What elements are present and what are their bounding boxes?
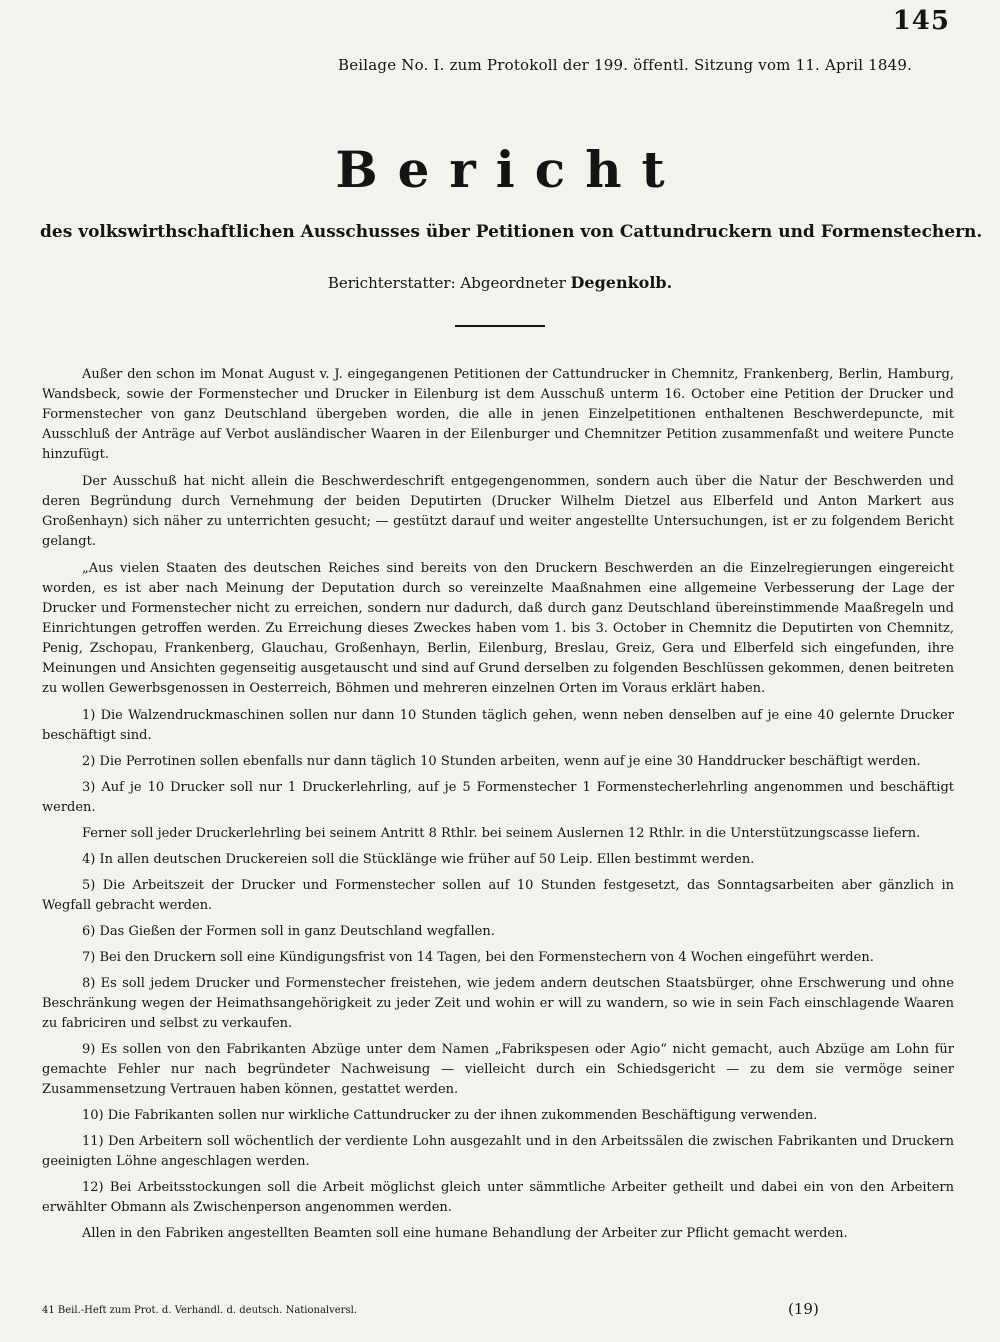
reporter-name: Degenkolb. (570, 273, 673, 292)
resolution-item: 2) Die Perrotinen sollen ebenfalls nur dann täglich 10 Stunden arbeiten, wenn auf je eine 30 Handdrucker beschäftigt werden. (82, 754, 921, 769)
resolution-item: 3) Auf je 10 Drucker soll nur 1 Druckerlehrling, auf je 5 Formenstecher 1 Formenstecherlehrling angenommen und beschäftigt werden. (42, 780, 954, 815)
resolution-item: 5) Die Arbeitszeit der Drucker und Formenstecher sollen auf 10 Stunden festgesetzt, das Sonntagsarbeiten aber gänzlich in Wegfall gebracht werden. (42, 878, 954, 913)
resolution-item: Ferner soll jeder Druckerlehrling bei seinem Antritt 8 Rthlr. bei seinem Auslernen 12 Rthlr. in die Unterstützungscasse liefern. (82, 826, 921, 841)
resolution-item: 11) Den Arbeitern soll wöchentlich der verdiente Lohn ausgezahlt und in den Arbeitssälen die zwischen Fabrikanten und Druckern geeinigten Löhne angeschlagen werden. (42, 1134, 954, 1169)
resolution-item: 1) Die Walzendruckmaschinen sollen nur dann 10 Stunden täglich gehen, wenn neben denselben auf je eine 40 gelernte Drucker beschäftigt sind. (42, 708, 954, 743)
resolution-item: 6) Das Gießen der Formen soll in ganz Deutschland wegfallen. (82, 924, 495, 939)
footer-note: 41 Beil.-Heft zum Prot. d. Verhandl. d. deutsch. Nationalversl. (42, 1305, 357, 1316)
resolution-item: 10) Die Fabrikanten sollen nur wirkliche Cattundrucker zu der ihnen zukommenden Beschäftigung verwenden. (82, 1108, 818, 1123)
report-body (42, 365, 954, 1250)
page-title: Bericht (335, 140, 685, 199)
resolution-item: 9) Es sollen von den Fabrikanten Abzüge unter dem Namen „Fabrikspesen oder Agio“ nicht gemacht, auch Abzüge am Lohn für gemachte Fehler nur nach begründeter Nachweisung — vielleicht durch ein Schiedsgericht — zu dem sie vermöge seiner Zusammensetzung Vertrauen haben können, gestattet werden. (42, 1042, 954, 1097)
header-line: Beilage No. I. zum Protokoll der 199. öffentl. Sitzung vom 11. April 1849. (338, 56, 913, 74)
resolution-item: 7) Bei den Druckern soll eine Kündigungsfrist von 14 Tagen, bei den Formenstechern von 4 Wochen eingeführt werden. (82, 950, 874, 965)
paragraph: Außer den schon im Monat August v. J. eingegangenen Petitionen der Cattundrucker in Chemnitz, Frankenberg, Berlin, Hamburg, Wandsbeck, sowie der Formenstecher und Drucker in Eilenburg ist dem Ausschuß unterm 16. October eine Petition der Drucker und Formenstecher von ganz Deutschland übergeben worden, die alle in jenen Einzelpetitionen enthaltenen Beschwerdepuncte, mit Ausschluß der Anträge auf Verbot ausländischer Waaren in der Eilenburger und Chemnitzer Petition zusammenfaßt und weitere Puncte hinzufügt. (42, 367, 954, 462)
subtitle: des volkswirthschaftlichen Ausschusses über Petitionen von Cattundruckern und Formenstechern. (40, 222, 983, 242)
resolution-item: 12) Bei Arbeitsstockungen soll die Arbeit möglichst gleich unter sämmtliche Arbeiter getheilt und dabei ein von den Arbeitern erwählter Obmann als Zwischenperson angenommen werden. (42, 1180, 954, 1215)
page-number: 145 (892, 6, 950, 36)
resolution-item: 4) In allen deutschen Druckereien soll die Stücklänge wie früher auf 50 Leip. Ellen bestimmt werden. (82, 852, 755, 867)
sheet-signature: (19) (788, 1300, 819, 1318)
closing-paragraph: Allen in den Fabriken angestellten Beamten soll eine humane Behandlung der Arbeiter zur Pflicht gemacht werden. (82, 1226, 848, 1241)
reporter-label: Berichterstatter: Abgeordneter (327, 274, 566, 292)
paragraph: „Aus vielen Staaten des deutschen Reiches sind bereits von den Druckern Beschwerden an die Einzelregierungen eingereicht worden, es ist aber nach Meinung der Deputation durch so vereinzelte Maaßnahmen eine allgemeine Verbesserung der Lage der Drucker und Formenstecher nicht zu erreichen, sondern nur dadurch, daß durch ganz Deutschland übereinstimmende Maaßregeln und Einrichtungen getroffen werden. Zu Erreichung dieses Zweckes haben vom 1. bis 3. October in Chemnitz die Deputirten von Chemnitz, Penig, Zschopau, Frankenberg, Glauchau, Großenhayn, Berlin, Eilenburg, Breslau, Greiz, Gera und Elberfeld sich eingefunden, ihre Meinungen und Ansichten gegenseitig ausgetauscht und sind auf Grund derselben zu folgenden Beschlüssen gekommen, denen beitreten zu wollen Gewerbsgenossen in Oesterreich, Böhmen und mehreren einzelnen Orten im Voraus erklärt haben. (42, 561, 954, 696)
title-divider (455, 325, 545, 327)
paragraph: Der Ausschuß hat nicht allein die Beschwerdeschrift entgegengenommen, sondern auch über die Natur der Beschwerden und deren Begründung durch Vernehmung der beiden Deputirten (Drucker Wilhelm Dietzel aus Elberfeld und Anton Markert aus Großenhayn) sich näher zu unterrichten gesucht; — gestützt darauf und weiter angestellte Untersuchungen, ist er zu folgendem Bericht gelangt. (42, 474, 954, 549)
resolution-item: 8) Es soll jedem Drucker und Formenstecher freistehen, wie jedem andern deutschen Staatsbürger, ohne Erschwerung und ohne Beschränkung wegen der Heimathsangehörigkeit zu jeder Zeit und wohin er will zu wandern, so wie in sein Fach einschlagende Waaren zu fabriciren und selbst zu verkaufen. (42, 976, 954, 1031)
reporter-line (0, 273, 1000, 292)
